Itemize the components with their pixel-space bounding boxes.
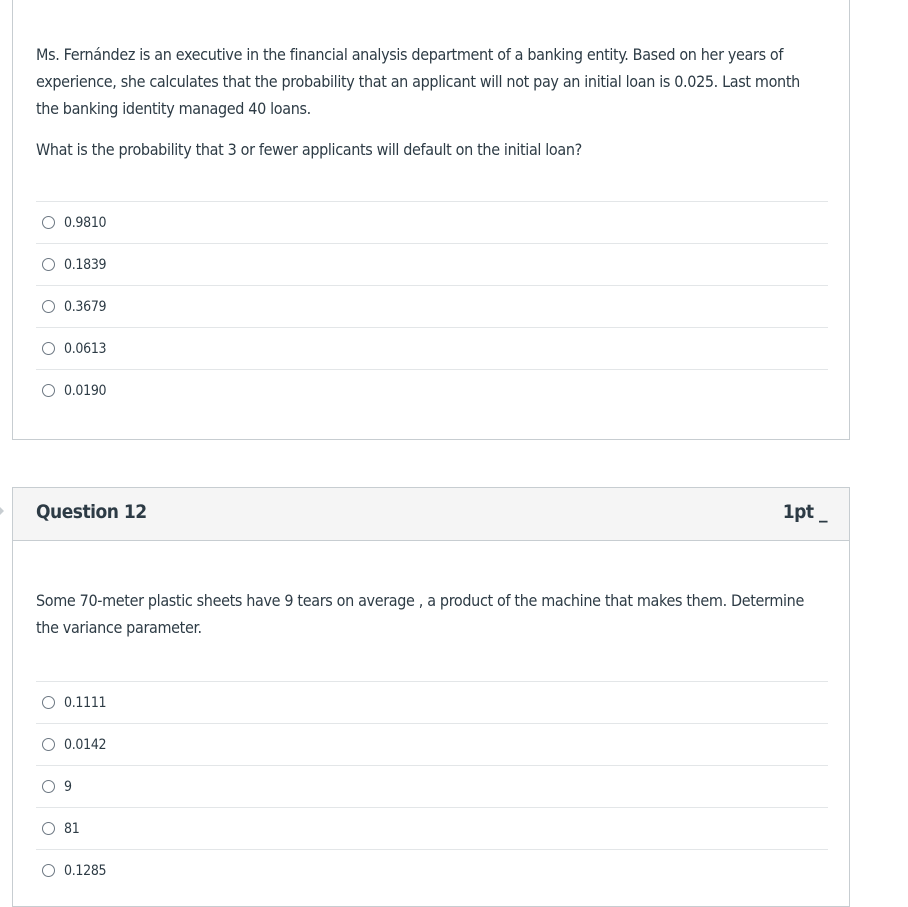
answer-option[interactable] [36, 765, 828, 807]
radio-button[interactable] [42, 864, 55, 877]
radio-button[interactable] [42, 342, 55, 355]
answer-label: 0.1285 [64, 862, 107, 879]
answer-label: 0.0190 [64, 382, 107, 399]
question-11-paragraph-1: Ms. Fernández is an executive in the financial analysis department of a banking entity. Based on her years of experience, she calculates that the probability that an applicant will not pay an initial loan is 0.025. Last month the banking identity managed 40 loans. [36, 45, 800, 118]
radio-button[interactable] [42, 384, 55, 397]
radio-button[interactable] [42, 822, 55, 835]
question-12-text [36, 587, 811, 641]
answer-label: 81 [64, 820, 80, 837]
answer-option[interactable] [36, 243, 828, 285]
answer-option[interactable] [36, 369, 828, 411]
answer-option[interactable] [36, 285, 828, 327]
answer-label: 0.9810 [64, 214, 107, 231]
question-marker-icon [0, 507, 4, 515]
question-12-card [12, 487, 850, 907]
question-11-paragraph-2: What is the probability that 3 or fewer applicants will default on the initial loan? [36, 140, 582, 159]
question-11-answers [36, 201, 828, 411]
answer-label: 9 [64, 778, 72, 795]
radio-button[interactable] [42, 216, 55, 229]
question-title: Question 12 [36, 501, 147, 523]
answer-option[interactable] [36, 849, 828, 891]
answer-label: 0.1111 [64, 694, 107, 711]
answer-option[interactable] [36, 681, 828, 723]
answer-label: 0.3679 [64, 298, 107, 315]
question-points: 1pt _ [782, 501, 827, 523]
answer-label: 0.0613 [64, 340, 107, 357]
answer-label: 0.0142 [64, 736, 107, 753]
question-11-text [36, 41, 811, 163]
answer-option[interactable] [36, 807, 828, 849]
answer-option[interactable] [36, 723, 828, 765]
question-11-card [12, 0, 850, 440]
radio-button[interactable] [42, 300, 55, 313]
question-12-paragraph-1: Some 70-meter plastic sheets have 9 tears on average , a product of the machine that makes them. Determine the variance parameter. [36, 591, 804, 637]
radio-button[interactable] [42, 258, 55, 271]
answer-option[interactable] [36, 201, 828, 243]
radio-button[interactable] [42, 738, 55, 751]
answer-label: 0.1839 [64, 256, 107, 273]
radio-button[interactable] [42, 780, 55, 793]
answer-option[interactable] [36, 327, 828, 369]
radio-button[interactable] [42, 696, 55, 709]
question-12-answers [36, 681, 828, 891]
question-12-header [13, 488, 849, 541]
